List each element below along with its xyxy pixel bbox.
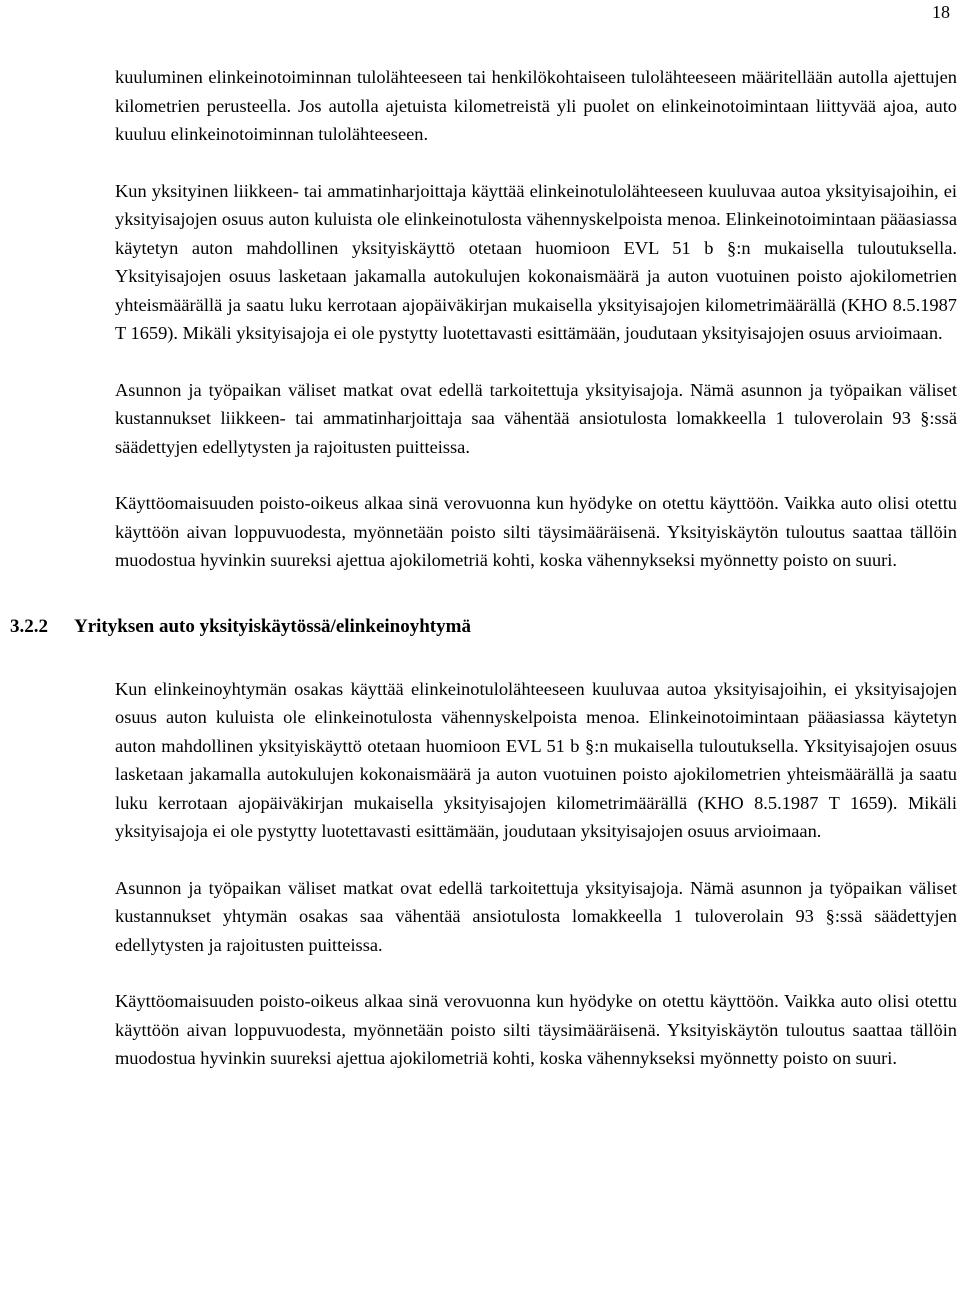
- paragraph: Käyttöomaisuuden poisto-oikeus alkaa sinä verovuonna kun hyödyke on otettu käyttöön. Vaikka auto olisi otettu käyttöön aivan loppuvuodesta, myönnetään poisto silti täysimääräisenä. Yksityiskäytön tuloutus saattaa tällöin muodostua hyvinkin suureksi ajettua ajokilometriä kohti, koska vähennykseksi myönnetty poisto on suuri.: [115, 991, 957, 1068]
- paragraph: kuuluminen elinkeinotoiminnan tulolähteeseen tai henkilökohtaiseen tulolähteeseen määritellään autolla ajettujen kilometrien perusteella. Jos autolla ajetuista kilometreistä yli puolet on elinkeinotoimintaan liittyvää ajoa, auto kuuluu elinkeinotoiminnan tulolähteeseen.: [115, 67, 957, 144]
- paragraph: Kun elinkeinoyhtymän osakas käyttää elinkeinotulolähteeseen kuuluvaa autoa yksityisajoihin, ei yksityisajojen osuus auton kuluista ole elinkeinotulosta vähennyskelpoista menoa. Elinkeinotoimintaan pääasiassa käytetyn auton mahdollinen yksityiskäyttö otetaan huomioon EVL 51 b §:n mukaisella tuloutuksella. Yksityisajojen osuus lasketaan jakamalla autokulujen kokonaismäärä ja auton vuotuinen poisto ajokilometrien yhteismäärällä ja saatu luku kerrotaan ajopäiväkirjan mukaisella yksityisajojen kilometrimäärällä (KHO 8.5.1987 T 1659). Mikäli yksityisajoja ei ole pystytty luotettavasti esittämään, joudutaan yksityisajojen osuus arvioimaan.: [115, 678, 957, 841]
- paragraph: Asunnon ja työpaikan väliset matkat ovat edellä tarkoitettuja yksityisajoja. Nämä asunnon ja työpaikan väliset kustannukset liikkeen- tai ammatinharjoittaja saa vähentää ansiotulosta lomakkeella 1 tuloverolain 93 §:ssä säädettyjen edellytysten ja rajoitusten puitteissa.: [115, 379, 957, 457]
- page-number: 18: [932, 2, 950, 22]
- paragraph: Kun yksityinen liikkeen- tai ammatinharjoittaja käyttää elinkeinotulolähteeseen kuuluvaa autoa yksityisajoihin, ei yksityisajojen osuus auton kuluista ole elinkeinotulosta vähennyskelpoista menoa. Elinkeinotoimintaan pääasiassa käytetyn auton mahdollinen yksityiskäyttö otetaan huomioon EVL 51 b §:n mukaisella tuloutuksella. Yksityisajojen osuus lasketaan jakamalla autokulujen kokonaismäärä ja auton vuotuinen poisto ajokilometrien yhteismäärällä ja saatu luku kerrotaan ajopäiväkirjan mukaisella yksityisajojen kilometrimäärällä (KHO 8.5.1987 T 1659). Mikäli yksityisajoja ei ole pystytty luotettavasti esittämään, joudutaan yksityisajojen osuus arvioimaan.: [115, 180, 957, 343]
- section-heading: [0, 613, 957, 641]
- document-body: [10, 63, 957, 1101]
- section-title: Yrityksen auto yksityiskäytössä/elinkeinoyhtymä: [74, 615, 471, 637]
- paragraph: Käyttöomaisuuden poisto-oikeus alkaa sinä verovuonna kun hyödyke on otettu käyttöön. Vaikka auto olisi otettu käyttöön aivan loppuvuodesta, myönnetään poisto silti täysimääräisenä. Yksityiskäytön tuloutus saattaa tällöin muodostua hyvinkin suureksi ajettua ajokilometriä kohti, koska vähennykseksi myönnetty poisto on suuri.: [115, 493, 957, 570]
- paragraph: Asunnon ja työpaikan väliset matkat ovat edellä tarkoitettuja yksityisajoja. Nämä asunnon ja työpaikan väliset kustannukset yhtymän osakas saa vähentää ansiotulosta lomakkeella 1 tuloverolain 93 §:ssä säädettyjen edellytysten ja rajoitusten puitteissa.: [115, 877, 957, 955]
- section-number: 3.2.2: [10, 615, 48, 637]
